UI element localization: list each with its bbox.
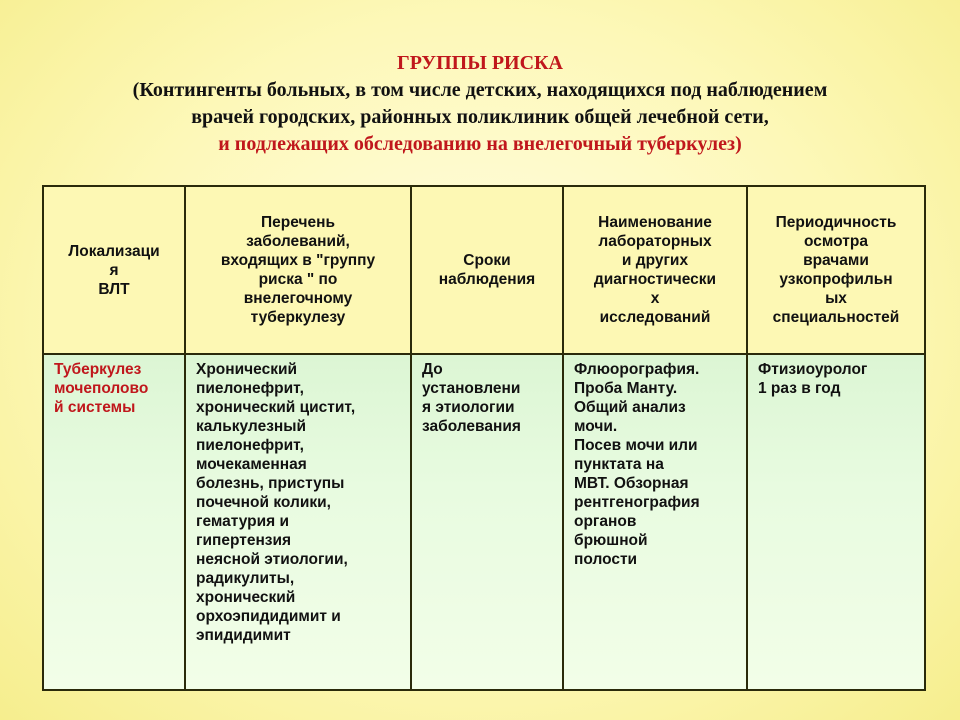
cell-specialist-frequency: Фтизиоуролог 1 раз в год (747, 354, 925, 690)
table-header-row (43, 186, 925, 354)
cell-diseases: Хронический пиелонефрит, хронический цистит, калькулезный пиелонефрит, мочекаменная болезнь, приступы почечной колики, гематурия и гипертензия неясной этиологии, радикулиты, хронический орхоэпидидимит и эпидидимит (185, 354, 411, 690)
header-specialist-frequency: Периодичность осмотра врачами узкопрофильн ых специальностей (747, 186, 925, 354)
subtitle-line-1: (Контингенты больных, в том числе детских, находящихся под наблюдением (132, 79, 828, 101)
page-title: ГРУППЫ РИСКА (396, 52, 564, 74)
subtitle-line-2: врачей городских, районных поликлиник общей лечебной сети, (191, 106, 769, 128)
title-block (0, 50, 960, 158)
header-diseases: Перечень заболеваний, входящих в "группу риска " по внелегочному туберкулезу (185, 186, 411, 354)
table-row (43, 354, 925, 690)
risk-groups-table (42, 185, 926, 691)
cell-localization: Туберкулез мочеполово й системы (43, 354, 185, 690)
cell-observation-period: До установлени я этиологии заболевания (411, 354, 563, 690)
cell-diagnostics: Флюорография. Проба Манту. Общий анализ мочи. Посев мочи или пунктата на МВТ. Обзорная рентгенография органов брюшной полости (563, 354, 747, 690)
header-diagnostics: Наименование лабораторных и других диагностически х исследований (563, 186, 747, 354)
header-localization: Локализаци я ВЛТ (43, 186, 185, 354)
header-observation-period: Сроки наблюдения (411, 186, 563, 354)
subtitle-line-3: и подлежащих обследованию на внелегочный туберкулез) (218, 133, 742, 155)
